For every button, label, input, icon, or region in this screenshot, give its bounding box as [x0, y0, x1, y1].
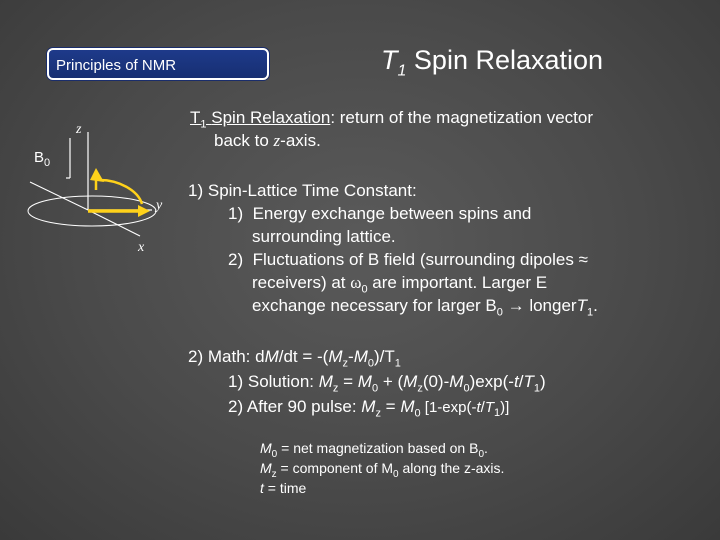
title-t-letter: T — [381, 45, 398, 75]
list-item-2-1: 1) Solution: $M_z = M_0 + (M_z(0)-M_0)\exp(-t/T_1)$ — [228, 372, 546, 395]
list-item-2: 2) Math: $dM/dt = -(M_z-M_0)/T_1$ — [188, 347, 401, 370]
title-t-sub: 1 — [397, 62, 407, 80]
list-item-2-2: 2) After 90 pulse: $M_z = M_0$ $[1-\exp(-t/T_1)]$ — [228, 397, 510, 420]
list-item-1-2: 2) Fluctuations of B field (surrounding dipoles ≈ — [228, 250, 588, 269]
x-label: x — [138, 240, 145, 255]
definition-line-2: back to z-axis. — [214, 131, 321, 150]
z-label: z — [76, 122, 82, 137]
title-text: Spin Relaxation — [413, 45, 604, 75]
list-item-1: 1) Spin-Lattice Time Constant: — [188, 181, 417, 200]
list-item-1-2-line2: receivers) at $\omega_0$ are important. Larger E — [252, 273, 548, 296]
y-label: y — [156, 198, 163, 213]
note-t: t = time — [260, 480, 307, 496]
b0-label: $B_0$ — [34, 149, 51, 169]
badge-label: Principles of NMR — [56, 57, 177, 74]
list-item-1-1-cont: surrounding lattice. — [252, 227, 396, 246]
list-item-1-1: 1) Energy exchange between spins and — [228, 204, 532, 223]
definition-line-1: $T_1$ Spin Relaxation: return of the magnetization vector — [190, 108, 594, 131]
note-mz: $M_z$ = component of $M_0$ along the z-axis. — [260, 460, 505, 480]
vector-head — [138, 205, 150, 217]
note-m0: $M_0$ = net magnetization based on $B_0$. — [260, 440, 488, 460]
list-item-1-2-line3: exchange necessary for larger $B_0$ → longerT$_1$. — [252, 296, 598, 319]
